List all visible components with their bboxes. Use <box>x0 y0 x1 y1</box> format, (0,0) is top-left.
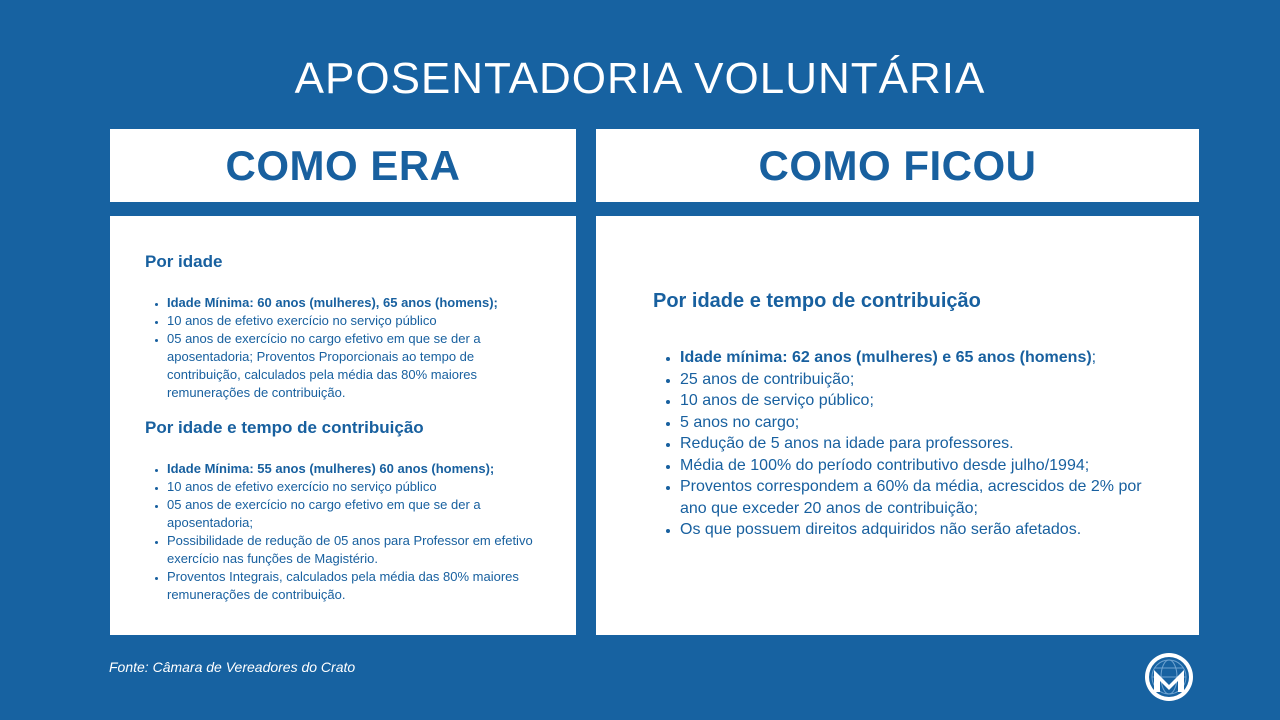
list-item: • 5 anos no cargo; <box>680 412 1159 434</box>
list-item: • Possibilidade de redução de 05 anos para Professor em efetivo exercício nas funções de Magistério. <box>167 532 546 568</box>
list-item: • 10 anos de efetivo exercício no serviço público <box>167 478 546 496</box>
panel-como-era <box>110 216 576 635</box>
header-como-era: COMO ERA <box>110 129 576 202</box>
list-por-idade <box>145 294 546 402</box>
section-heading-right: Por idade e tempo de contribuição <box>653 290 981 312</box>
list-item <box>680 347 1159 369</box>
list-item: • Proventos Integrais, calculados pela média das 80% maiores remunerações de contribuição. <box>167 568 546 604</box>
list-item: • 10 anos de efetivo exercício no serviço público <box>167 312 546 330</box>
list-item: • Os que possuem direitos adquiridos não serão afetados. <box>680 519 1159 541</box>
section-heading-por-idade: Por idade <box>145 252 223 271</box>
list-item: • 05 anos de exercício no cargo efetivo em que se der a aposentadoria; <box>167 496 546 532</box>
list-item: • Idade Mínima: 55 anos (mulheres) 60 anos (homens); <box>167 460 546 478</box>
panel-como-ficou <box>596 216 1199 635</box>
page-title: APOSENTADORIA VOLUNTÁRIA <box>294 54 986 103</box>
list-item: • Idade Mínima: 60 anos (mulheres), 65 anos (homens); <box>167 294 546 312</box>
list-item-rest: ; <box>1091 349 1097 366</box>
source-caption: Fonte: Câmara de Vereadores do Crato <box>109 659 356 675</box>
header-como-ficou: COMO FICOU <box>596 129 1199 202</box>
section-heading-idade-tempo: Por idade e tempo de contribuição <box>145 418 424 437</box>
list-item: • Proventos correspondem a 60% da média, acrescidos de 2% por ano que exceder 20 anos de contribuição; <box>680 476 1159 519</box>
m-globe-logo-icon <box>1144 652 1194 702</box>
list-como-ficou <box>653 347 1159 541</box>
list-item: • Redução de 5 anos na idade para professores. <box>680 433 1159 455</box>
list-item: • 25 anos de contribuição; <box>680 369 1159 391</box>
list-idade-tempo <box>145 460 546 604</box>
list-item: • 10 anos de serviço público; <box>680 390 1159 412</box>
list-item: • 05 anos de exercício no cargo efetivo em que se der a aposentadoria; Proventos Proporcionais ao tempo de contribuição, calculados pela média das 80% maiores remunerações de contribuição. <box>167 330 546 402</box>
list-item-bold: Idade mínima: 62 anos (mulheres) e 65 anos (homens) <box>680 349 1092 366</box>
list-item: • Média de 100% do período contributivo desde julho/1994; <box>680 455 1159 477</box>
